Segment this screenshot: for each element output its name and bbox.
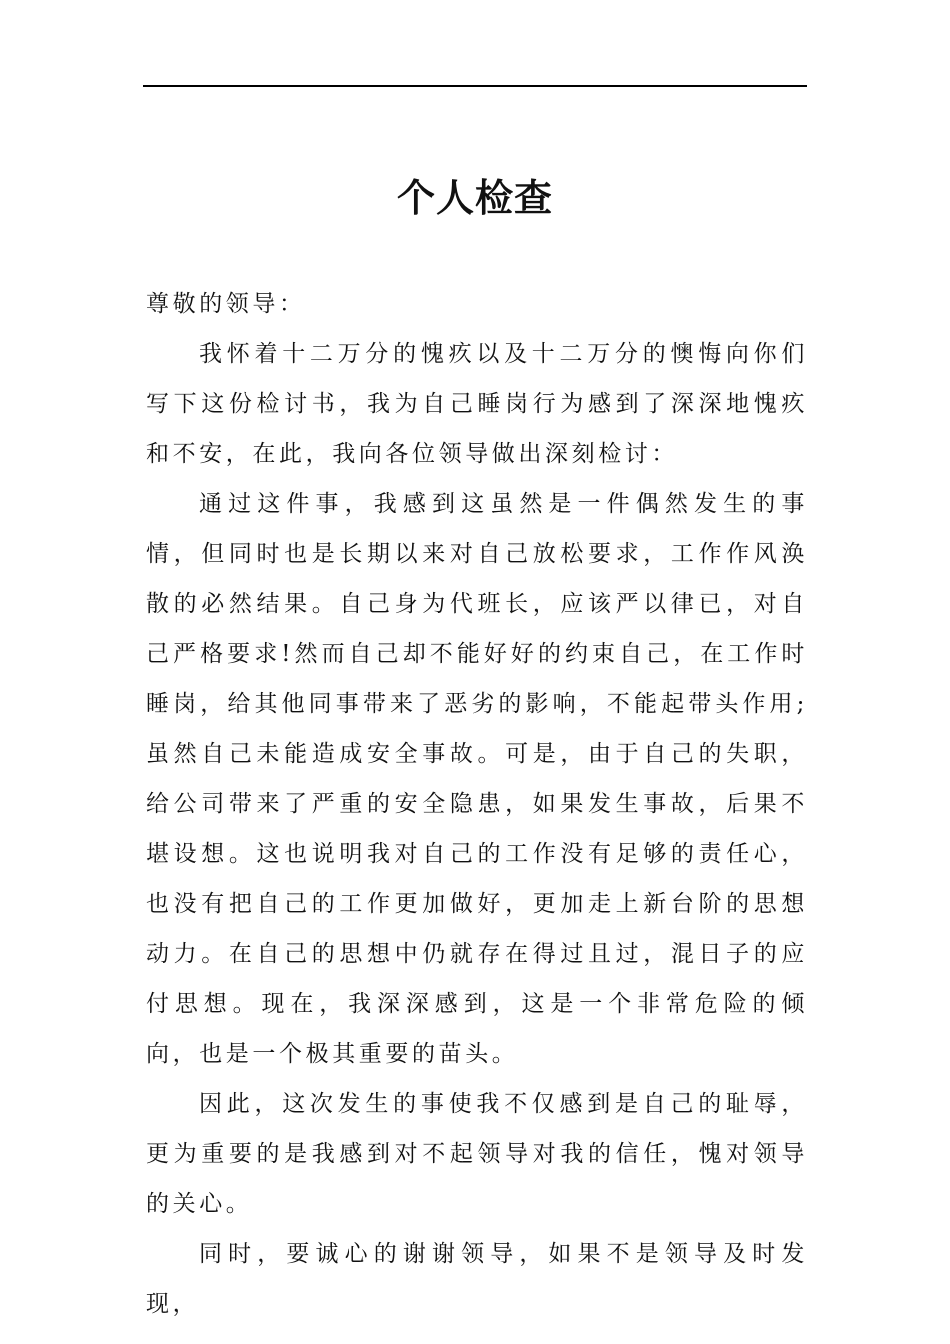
paragraph-3: 因此，这次发生的事使我不仅感到是自己的耻辱，更为重要的是我感到对不起领导对我的信任，愧对领导的关心。 — [146, 1091, 808, 1217]
document-body — [146, 279, 808, 1329]
paragraph-2: 通过这件事，我感到这虽然是一件偶然发生的事情，但同时也是长期以来对自己放松要求，工作作风涣散的必然结果。自己身为代班长，应该严以律已，对自己严格要求!然而自己却不能好好的约束自己，在工作时睡岗，给其他同事带来了恶劣的影响，不能起带头作用;虽然自己未能造成安全事故。可是，由于自己的失职，给公司带来了严重的安全隐患，如果发生事故，后果不堪设想。这也说明我对自己的工作没有足够的责任心，也没有把自己的工作更加做好，更加走上新台阶的思想动力。在自己的思想中仍就存在得过且过，混日子的应付思想。现在，我深深感到，这是一个非常危险的倾向，也是一个极其重要的苗头。 — [146, 491, 808, 1067]
salutation: 尊敬的领导： — [146, 291, 306, 317]
header-rule — [143, 85, 807, 87]
document-title: 个人检查 — [396, 176, 553, 220]
paragraph-4: 同时，要诚心的谢谢领导，如果不是领导及时发现， — [146, 1241, 808, 1317]
paragraph-1: 我怀着十二万分的愧疚以及十二万分的懊悔向你们写下这份检讨书，我为自己睡岗行为感到了深深地愧疚和不安，在此，我向各位领导做出深刻检讨： — [146, 341, 808, 467]
